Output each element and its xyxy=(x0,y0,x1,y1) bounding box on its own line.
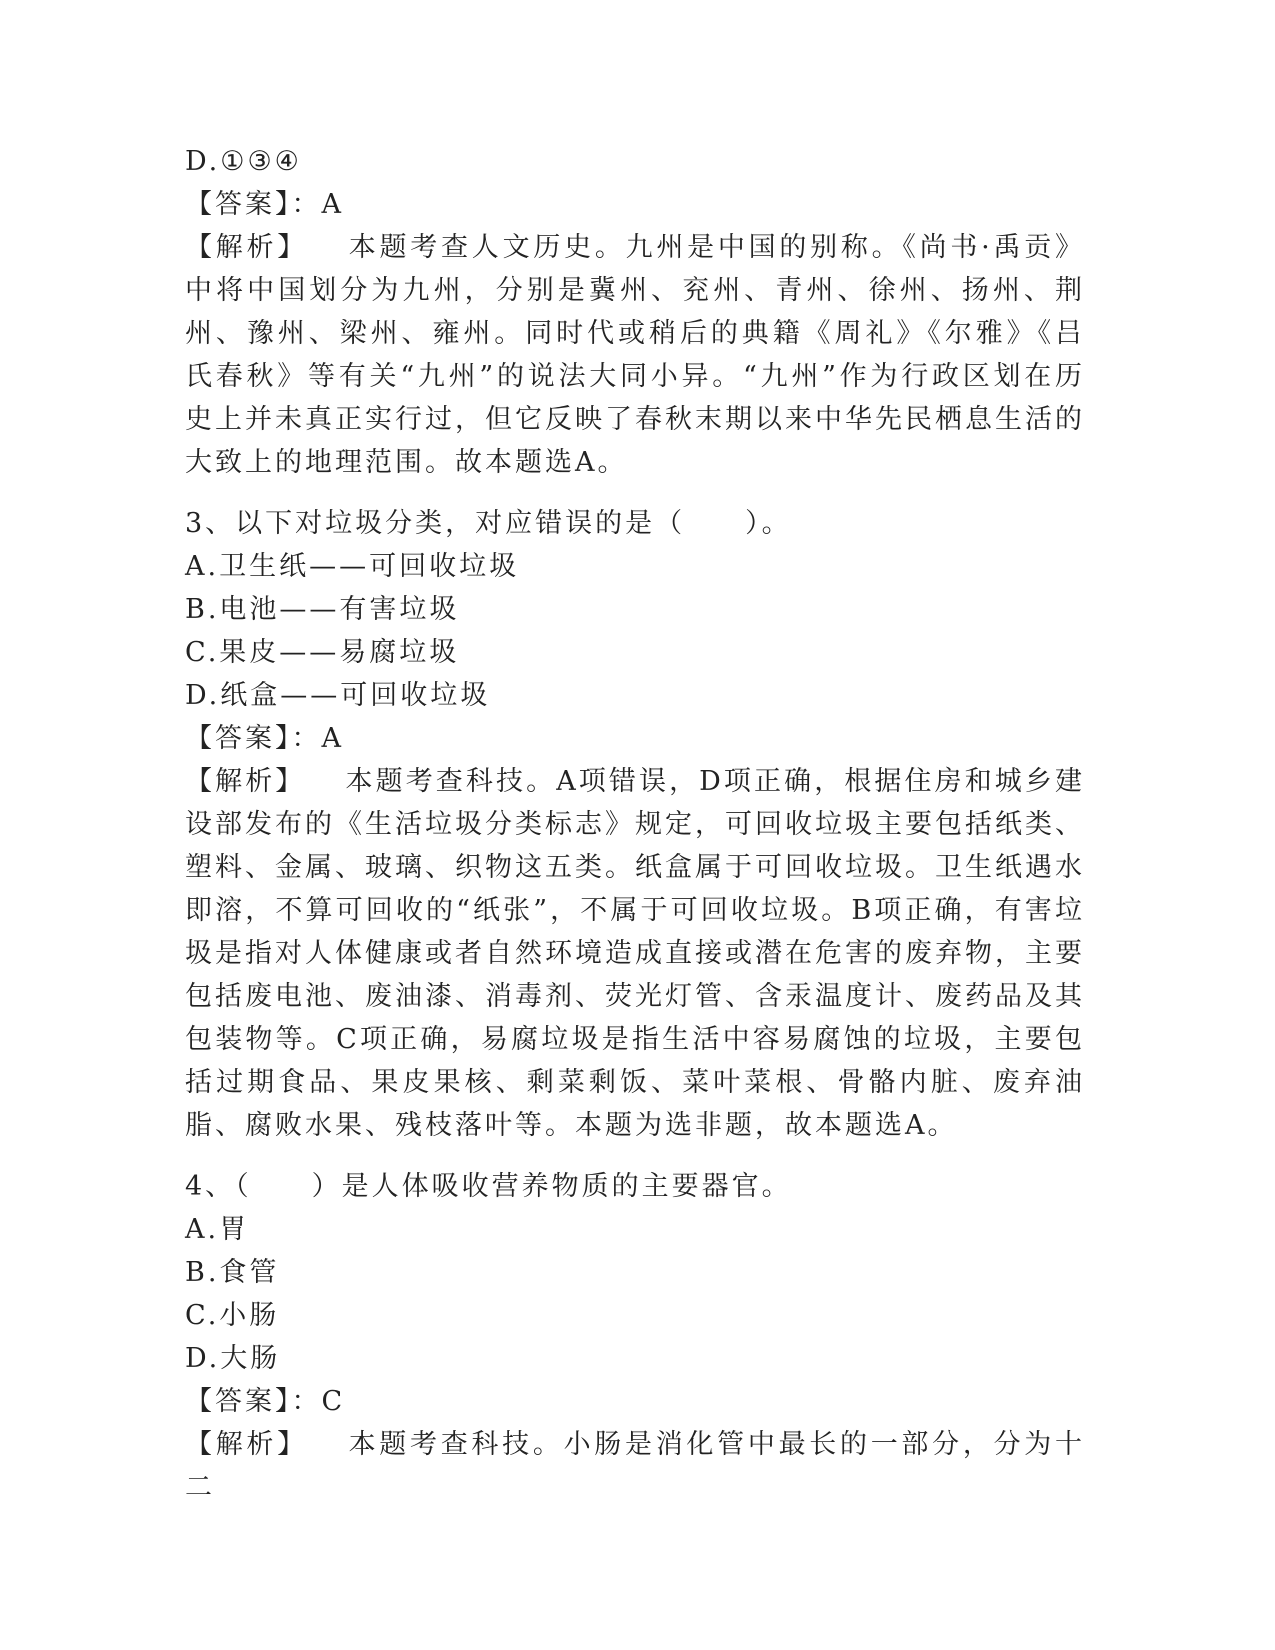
analysis-label: 【解析】 xyxy=(185,232,309,263)
document-page xyxy=(185,140,1085,1509)
q3-option-d: D.纸盒——可回收垃圾 xyxy=(185,680,491,711)
q4-stem: 4、（ ）是人体吸收营养物质的主要器官。 xyxy=(185,1171,792,1202)
answer-sep: ： xyxy=(291,1386,322,1417)
analysis-text: 本题考查科技。A项错误，D项正确，根据住房和城乡建设部发布的《生活垃圾分类标志》规定，可回收垃圾主要包括纸类、塑料、金属、玻璃、织物这五类。纸盒属于可回收垃圾。卫生纸遇水即溶，不算可回收的“纸张”，不属于可回收垃圾。B项正确，有害垃圾是指对人体健康或者自然环境造成直接或潜在危害的废弃物，主要包括废电池、废油漆、消毒剂、荧光灯管、含汞温度计、废药品及其包装物等。C项正确，易腐垃圾是指生活中容易腐蚀的垃圾，主要包括过期食品、果皮果核、剩菜剩饭、菜叶菜根、骨骼内脏、废弃油脂、腐败水果、残枝落叶等。本题为选非题，故本题选A。 xyxy=(185,766,1086,1141)
q3-option-c: C.果皮——易腐垃圾 xyxy=(185,637,460,668)
answer-value: C xyxy=(321,1386,346,1417)
q3-option-a: A.卫生纸——可回收垃圾 xyxy=(185,551,520,582)
q4-answer xyxy=(185,1380,1085,1423)
q4-option-c: C.小肠 xyxy=(185,1300,280,1331)
answer-value: A xyxy=(321,723,344,754)
q3-stem: 3、以下对垃圾分类，对应错误的是（ ）。 xyxy=(185,508,792,539)
answer-sep: ： xyxy=(291,723,322,754)
q3-option-b: B.电池——有害垃圾 xyxy=(185,594,460,625)
q2-analysis xyxy=(185,226,1085,484)
analysis-label: 【解析】 xyxy=(185,766,306,797)
analysis-text: 本题考查人文历史。九州是中国的别称。《尚书·禹贡》中将中国划分为九州，分别是冀州、兖州、青州、徐州、扬州、荆州、豫州、梁州、雍州。同时代或稍后的典籍《周礼》《尔雅》《吕氏春秋》等有关“九州”的说法大同小异。“九州”作为行政区划在历史上并未真正实行过，但它反映了春秋末期以来中华先民栖息生活的大致上的地理范围。故本题选A。 xyxy=(185,232,1085,478)
answer-value: A xyxy=(321,189,344,220)
q3-analysis xyxy=(185,760,1085,1147)
analysis-label: 【解析】 xyxy=(185,1429,308,1460)
analysis-text: 本题考查科技。小肠是消化管中最长的一部分，分为十二 xyxy=(185,1429,1086,1503)
q3-answer xyxy=(185,717,1085,760)
answer-label: 【答案】 xyxy=(185,1386,292,1417)
q2-option-d: D.①③④ xyxy=(185,146,302,177)
q4-analysis xyxy=(185,1423,1085,1509)
q4-option-d: D.大肠 xyxy=(185,1343,281,1374)
q4-option-b: B.食管 xyxy=(185,1257,280,1288)
answer-sep: ： xyxy=(291,189,322,220)
q4-option-a: A.胃 xyxy=(185,1214,250,1245)
answer-label: 【答案】 xyxy=(185,189,292,220)
answer-label: 【答案】 xyxy=(185,723,292,754)
q2-answer xyxy=(185,183,1085,226)
